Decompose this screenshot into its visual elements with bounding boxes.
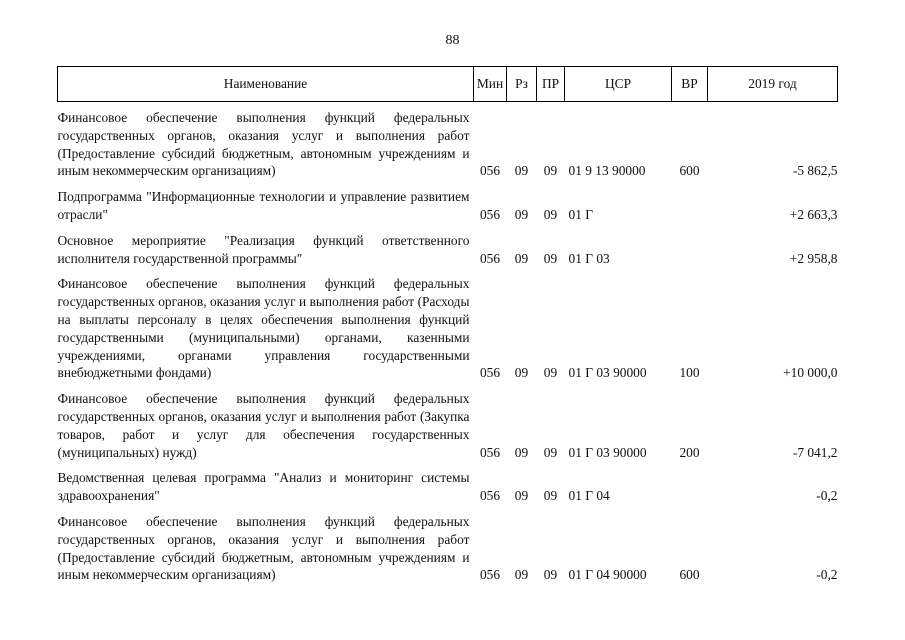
- row-name: Финансовое обеспечение выполнения функций федеральных государственных органов, оказания услуг и выполнения работ (Закупка товаров, работ и услуг для обеспечения государственных (муниципальных) нужд): [57, 391, 470, 460]
- row-pr: 09: [543, 567, 558, 583]
- table-row: [58, 461, 838, 505]
- table-row: [58, 180, 838, 224]
- row-vr: [672, 224, 708, 268]
- row-year-value: -0,2: [816, 488, 838, 504]
- row-vr: 600: [679, 567, 700, 583]
- table-header: [58, 67, 838, 102]
- row-pr: 09: [543, 163, 558, 179]
- page-number: 88: [445, 33, 460, 48]
- row-year-value: -0,2: [816, 567, 838, 583]
- row-vr: [672, 180, 708, 224]
- row-vr: 600: [679, 163, 700, 179]
- row-year-value: -5 862,5: [792, 163, 838, 179]
- row-rz: 09: [514, 163, 529, 179]
- row-year-value: +10 000,0: [783, 365, 838, 381]
- row-min: 056: [479, 444, 501, 460]
- row-pr: 09: [543, 206, 558, 222]
- table-row: [58, 102, 838, 181]
- budget-table: [57, 66, 838, 584]
- row-min: 056: [479, 488, 501, 504]
- row-name: Подпрограмма "Информационные технологии и управление развитием отрасли": [57, 189, 470, 222]
- row-vr: [672, 461, 708, 505]
- row-min: 056: [479, 567, 501, 583]
- row-name: Финансовое обеспечение выполнения функций федеральных государственных органов, оказания услуг и выполнения работ (Предоставление субсидий бюджетным, автономным учреждениям и иным некоммерческим организациям): [57, 110, 470, 179]
- header-min: Мин: [474, 67, 507, 102]
- row-csr: 01 Г 03 90000: [568, 365, 647, 381]
- row-rz: 09: [514, 206, 529, 222]
- row-rz: 09: [514, 444, 529, 460]
- row-name: Основное мероприятие "Реализация функций ответственного исполнителя государственной программы": [57, 232, 470, 266]
- table-row: [58, 267, 838, 382]
- row-pr: 09: [543, 444, 558, 460]
- row-vr: 200: [679, 444, 700, 460]
- row-pr: 09: [543, 250, 558, 266]
- header-pr: ПР: [537, 67, 565, 102]
- row-csr: 01 Г 04: [568, 488, 610, 504]
- header-vr: ВР: [672, 67, 708, 102]
- row-name: Финансовое обеспечение выполнения функций федеральных государственных органов, оказания услуг и выполнения работ (Предоставление субсидий бюджетным, автономным учреждениям и иным некоммерческим организациям): [57, 513, 470, 583]
- row-rz: 09: [514, 567, 529, 583]
- row-min: 056: [479, 163, 501, 179]
- row-csr: 01 Г: [568, 206, 593, 222]
- row-min: 056: [479, 206, 501, 222]
- row-year-value: -7 041,2: [792, 444, 838, 460]
- row-rz: 09: [514, 365, 529, 381]
- row-csr: 01 Г 03: [568, 250, 610, 266]
- row-min: 056: [479, 365, 501, 381]
- header-csr: ЦСР: [565, 67, 672, 102]
- row-min: 056: [479, 250, 501, 266]
- row-name: Финансовое обеспечение выполнения функций федеральных государственных органов, оказания услуг и выполнения работ (Расходы на выплаты персоналу в целях обеспечения выполнения функций государственными (муниципальными) органами, казенными учреждениями, органами управления государственными внебюджетными фондами): [57, 276, 470, 381]
- row-csr: 01 9 13 90000: [568, 163, 646, 179]
- row-pr: 09: [543, 365, 558, 381]
- row-vr: 100: [679, 365, 700, 381]
- table-row: [58, 505, 838, 584]
- row-pr: 09: [543, 488, 558, 504]
- row-year-value: +2 958,8: [789, 250, 838, 266]
- row-rz: 09: [514, 250, 529, 266]
- header-rz: Рз: [507, 67, 537, 102]
- table-row: [58, 382, 838, 461]
- row-year-value: +2 663,3: [789, 206, 838, 222]
- header-year: 2019 год: [708, 67, 838, 102]
- row-csr: 01 Г 04 90000: [568, 567, 647, 583]
- row-name: Ведомственная целевая программа "Анализ и мониторинг системы здравоохранения": [57, 470, 470, 504]
- table-row: [58, 224, 838, 268]
- header-name: Наименование: [58, 67, 474, 102]
- row-csr: 01 Г 03 90000: [568, 444, 647, 460]
- row-rz: 09: [514, 488, 529, 504]
